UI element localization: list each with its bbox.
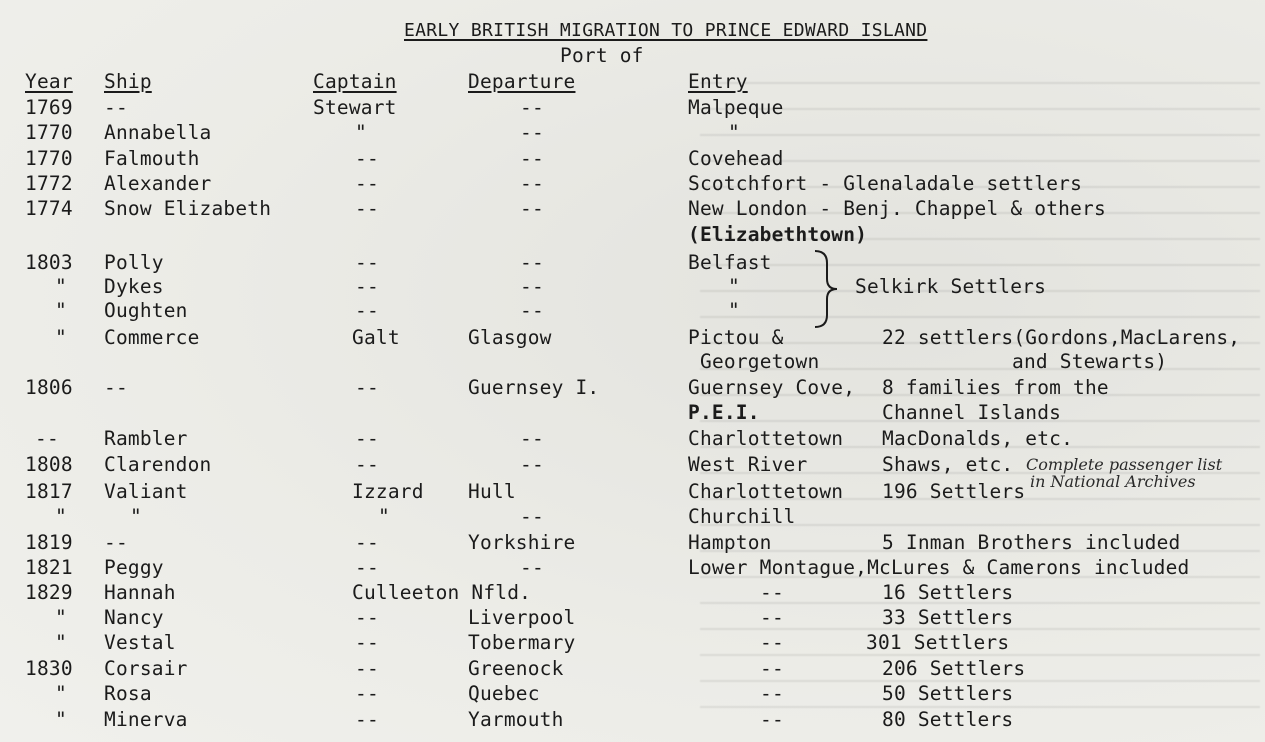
row-16-captain: " xyxy=(378,505,390,528)
row-15-entry: Charlottetown xyxy=(688,480,844,503)
row-17-year: 1819 xyxy=(25,531,73,554)
row-22-notes: 206 Settlers xyxy=(882,657,1026,680)
row-19-captain: Culleeton Nfld. xyxy=(352,581,532,604)
row-16-departure: -- xyxy=(520,505,544,528)
row-1-entry: " xyxy=(728,121,740,144)
row-23-year: " xyxy=(55,682,67,705)
row-9-departure: Glasgow xyxy=(468,326,552,349)
row-22-entry: -- xyxy=(760,657,784,680)
row-14-year: 1808 xyxy=(25,453,73,476)
row-0-departure: -- xyxy=(520,96,544,119)
row-8-captain: -- xyxy=(355,299,379,322)
row-17-captain: -- xyxy=(355,531,379,554)
row-9-entry: Pictou & xyxy=(688,326,784,349)
row-0-entry: Malpeque xyxy=(688,96,784,119)
row-4-year: 1774 xyxy=(25,197,73,220)
row-14-departure: -- xyxy=(520,453,544,476)
row-11-year: 1806 xyxy=(25,376,73,399)
row-19-year: 1829 xyxy=(25,581,73,604)
row-15-ship: Valiant xyxy=(104,480,188,503)
row-18-captain: -- xyxy=(355,556,379,579)
row-9-notes: 22 settlers(Gordons,MacLarens, xyxy=(882,326,1241,349)
port-of-label: Port of xyxy=(560,44,644,67)
row-18-entry: Lower Montague,McLures & Camerons included xyxy=(688,556,1190,579)
row-0-year: 1769 xyxy=(25,96,73,119)
row-8-year: " xyxy=(55,299,67,322)
row-10-entry: Georgetown xyxy=(700,350,820,373)
row-20-departure: Liverpool xyxy=(468,606,576,629)
row-24-departure: Yarmouth xyxy=(468,708,564,731)
row-24-captain: -- xyxy=(355,708,379,731)
row-7-notes: Selkirk Settlers xyxy=(855,275,1047,298)
row-23-entry: -- xyxy=(760,682,784,705)
row-3-captain: -- xyxy=(355,172,379,195)
row-0-ship: -- xyxy=(104,96,128,119)
row-9-ship: Commerce xyxy=(104,326,200,349)
row-7-captain: -- xyxy=(355,275,379,298)
row-16-year: " xyxy=(55,505,67,528)
row-3-departure: -- xyxy=(520,172,544,195)
row-1-year: 1770 xyxy=(25,121,73,144)
row-13-year: -- xyxy=(35,427,59,450)
row-2-year: 1770 xyxy=(25,147,73,170)
row-8-ship: Oughten xyxy=(104,299,188,322)
row-11-notes: 8 families from the xyxy=(882,376,1109,399)
row-20-ship: Nancy xyxy=(104,606,164,629)
header-captain: Captain xyxy=(313,70,397,93)
header-year: Year xyxy=(25,70,73,93)
row-13-entry: Charlottetown xyxy=(688,427,844,450)
row-14-ship: Clarendon xyxy=(104,453,212,476)
handwritten-note-line2: in National Archives xyxy=(1030,472,1196,491)
row-22-captain: -- xyxy=(355,657,379,680)
header-departure: Departure xyxy=(468,70,576,93)
row-14-captain: -- xyxy=(355,453,379,476)
row-24-entry: -- xyxy=(760,708,784,731)
row-7-ship: Dykes xyxy=(104,275,164,298)
row-14-entry: West River xyxy=(688,453,808,476)
row-7-entry: " xyxy=(728,275,740,298)
row-0-captain: Stewart xyxy=(313,96,397,119)
row-6-departure: -- xyxy=(520,251,544,274)
row-21-notes: 301 Settlers xyxy=(866,631,1010,654)
row-1-captain: " xyxy=(355,121,367,144)
row-23-captain: -- xyxy=(355,682,379,705)
row-4-departure: -- xyxy=(520,197,544,220)
row-21-ship: Vestal xyxy=(104,631,176,654)
row-7-departure: -- xyxy=(520,275,544,298)
row-20-captain: -- xyxy=(355,606,379,629)
row-3-ship: Alexander xyxy=(104,172,212,195)
row-9-year: " xyxy=(55,326,67,349)
row-15-captain: Izzard xyxy=(352,480,424,503)
row-8-entry: " xyxy=(728,299,740,322)
row-21-captain: -- xyxy=(355,631,379,654)
row-24-year: " xyxy=(55,708,67,731)
row-12-entry: P.E.I. xyxy=(688,401,760,424)
row-6-entry: Belfast xyxy=(688,251,772,274)
row-13-captain: -- xyxy=(355,427,379,450)
row-24-notes: 80 Settlers xyxy=(882,708,1014,731)
row-19-ship: Hannah xyxy=(104,581,176,604)
row-23-notes: 50 Settlers xyxy=(882,682,1014,705)
row-6-year: 1803 xyxy=(25,251,73,274)
row-21-departure: Tobermary xyxy=(468,631,576,654)
row-20-notes: 33 Settlers xyxy=(882,606,1014,629)
document-title: EARLY BRITISH MIGRATION TO PRINCE EDWARD ISLAND xyxy=(404,20,928,41)
row-4-ship: Snow Elizabeth xyxy=(104,197,272,220)
row-22-year: 1830 xyxy=(25,657,73,680)
row-11-captain: -- xyxy=(355,376,379,399)
row-15-notes: 196 Settlers xyxy=(882,480,1026,503)
row-7-year: " xyxy=(55,275,67,298)
row-24-ship: Minerva xyxy=(104,708,188,731)
row-9-captain: Galt xyxy=(352,326,400,349)
row-18-ship: Peggy xyxy=(104,556,164,579)
row-14-notes: Shaws, etc. xyxy=(882,453,1014,476)
row-18-departure: -- xyxy=(520,556,544,579)
row-19-entry: -- xyxy=(760,581,784,604)
row-1-ship: Annabella xyxy=(104,121,212,144)
row-23-departure: Quebec xyxy=(468,682,540,705)
row-18-year: 1821 xyxy=(25,556,73,579)
row-1-departure: -- xyxy=(520,121,544,144)
row-4-entry: New London - Benj. Chappel & others xyxy=(688,197,1106,220)
row-16-ship: " xyxy=(130,505,142,528)
row-3-year: 1772 xyxy=(25,172,73,195)
row-2-entry: Covehead xyxy=(688,147,784,170)
row-6-captain: -- xyxy=(355,251,379,274)
row-13-ship: Rambler xyxy=(104,427,188,450)
row-5-entry: (Elizabethtown) xyxy=(688,223,868,246)
row-23-ship: Rosa xyxy=(104,682,152,705)
row-11-ship: -- xyxy=(104,376,128,399)
selkirk-brace xyxy=(811,249,851,329)
row-15-year: 1817 xyxy=(25,480,73,503)
row-20-year: " xyxy=(55,606,67,629)
row-11-departure: Guernsey I. xyxy=(468,376,600,399)
row-21-entry: -- xyxy=(760,631,784,654)
row-12-notes: Channel Islands xyxy=(882,401,1062,424)
row-2-ship: Falmouth xyxy=(104,147,200,170)
row-8-departure: -- xyxy=(520,299,544,322)
row-10-notes: and Stewarts) xyxy=(1012,350,1168,373)
row-22-ship: Corsair xyxy=(104,657,188,680)
row-4-captain: -- xyxy=(355,197,379,220)
row-6-ship: Polly xyxy=(104,251,164,274)
row-19-notes: 16 Settlers xyxy=(882,581,1014,604)
row-13-departure: -- xyxy=(520,427,544,450)
row-17-departure: Yorkshire xyxy=(468,531,576,554)
row-22-departure: Greenock xyxy=(468,657,564,680)
row-17-ship: -- xyxy=(104,531,128,554)
header-ship: Ship xyxy=(104,70,152,93)
row-16-entry: Churchill xyxy=(688,505,796,528)
row-15-departure: Hull xyxy=(468,480,516,503)
row-17-entry: Hampton xyxy=(688,531,772,554)
handwritten-note-line1: Complete passenger list xyxy=(1026,455,1223,474)
row-13-notes: MacDonalds, etc. xyxy=(882,427,1074,450)
row-3-entry: Scotchfort - Glenaladale settlers xyxy=(688,172,1083,195)
row-20-entry: -- xyxy=(760,606,784,629)
row-21-year: " xyxy=(55,631,67,654)
row-11-entry: Guernsey Cove, xyxy=(688,376,856,399)
row-17-notes: 5 Inman Brothers included xyxy=(882,531,1181,554)
header-entry: Entry xyxy=(688,70,748,93)
row-2-departure: -- xyxy=(520,147,544,170)
row-2-captain: -- xyxy=(355,147,379,170)
